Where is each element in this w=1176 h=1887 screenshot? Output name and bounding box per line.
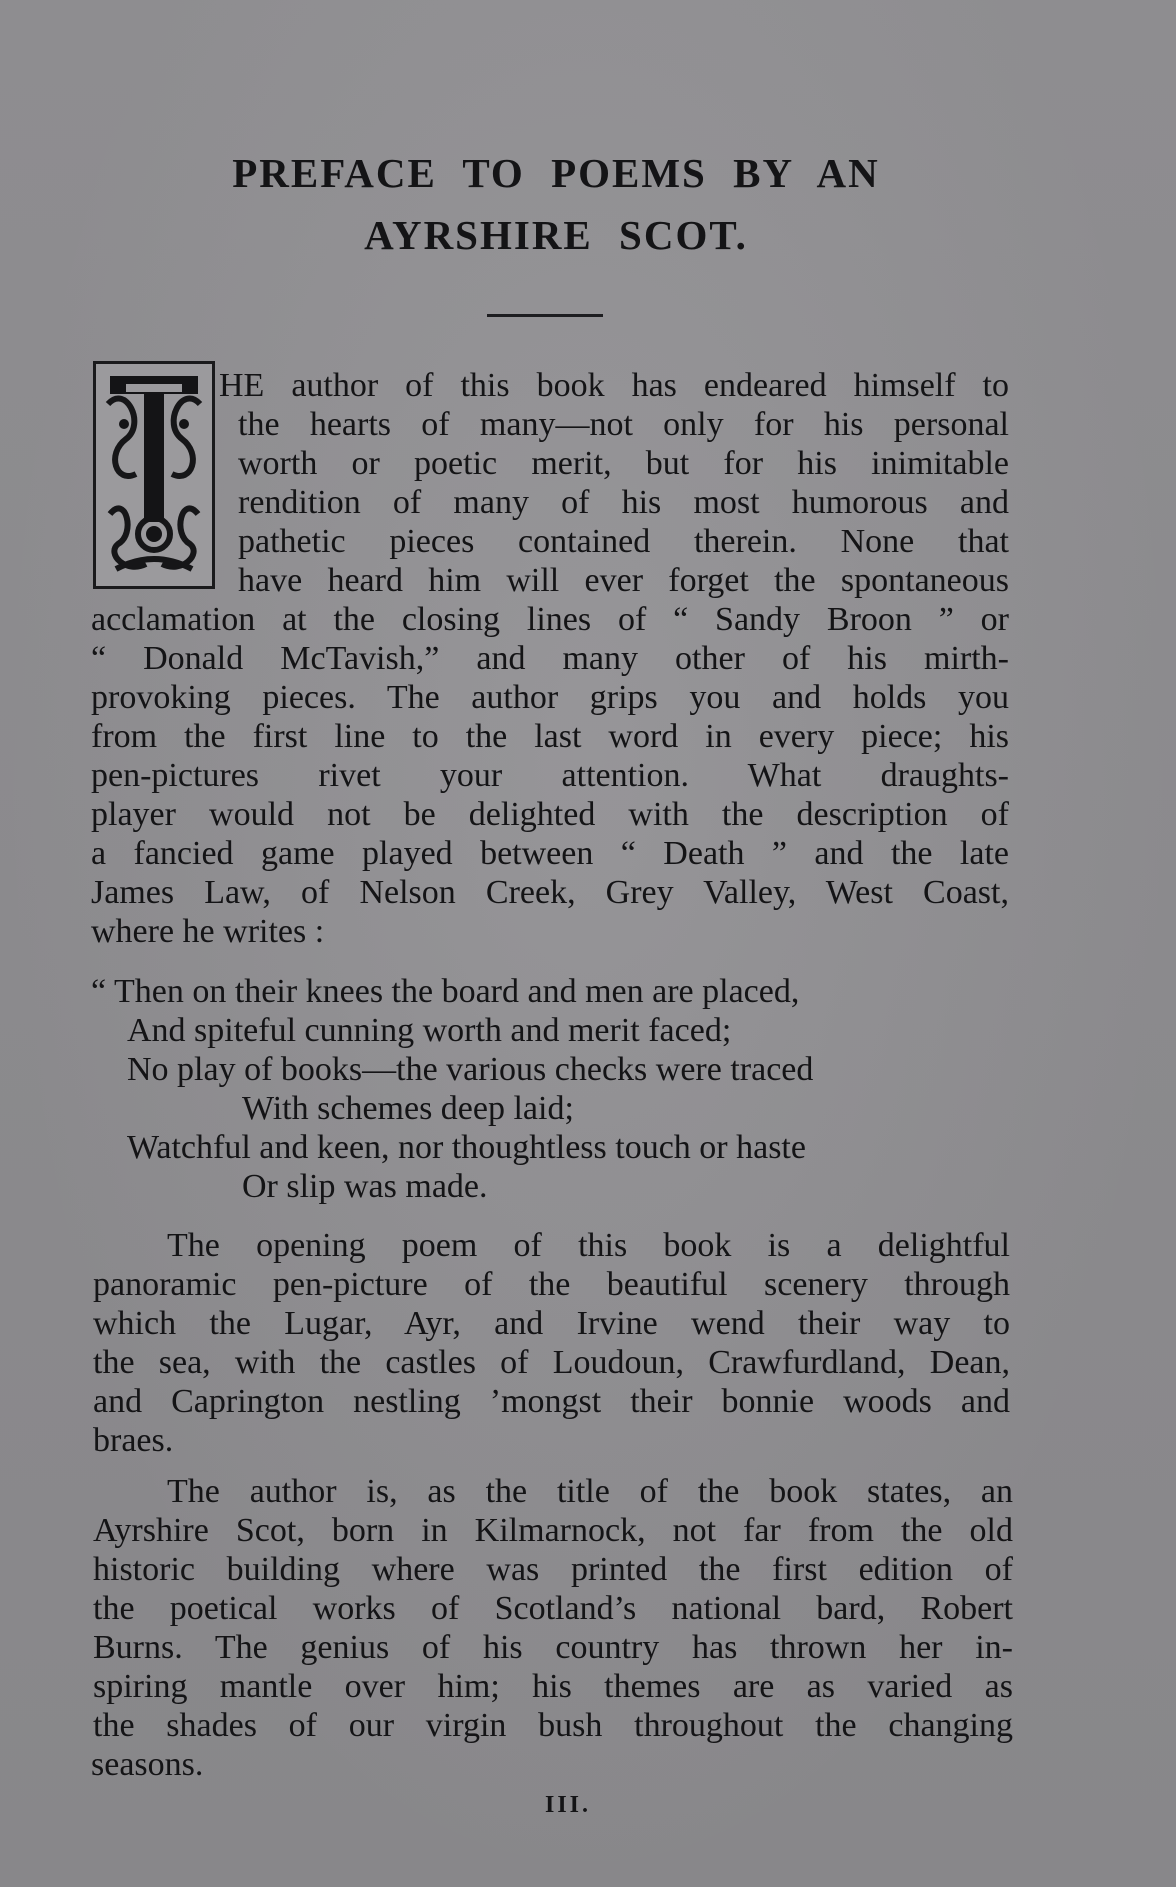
paragraph-3-line-4: the poetical works of Scotland’s national bard, Robert: [93, 1590, 1013, 1627]
paragraph-1-line-14: James Law, of Nelson Creek, Grey Valley, West Coast,: [91, 874, 1009, 911]
paragraph-3-line-7: the shades of our virgin bush throughout the changing: [93, 1707, 1013, 1744]
ornament-icon: [96, 364, 212, 586]
verse-line-1: “ Then on their knees the board and men are placed,: [91, 973, 800, 1010]
paragraph-3-line-3: historic building where was printed the first edition of: [93, 1551, 1013, 1588]
paragraph-3-line-2: Ayrshire Scot, born in Kilmarnock, not far from the old: [93, 1512, 1013, 1549]
paragraph-1-line-3: worth or poetic merit, but for his inimitable: [238, 445, 1009, 482]
ornamental-initial-t: [93, 361, 215, 589]
paragraph-1-line-9: provoking pieces. The author grips you and holds you: [91, 679, 1009, 716]
paragraph-3-line-8: seasons.: [91, 1746, 204, 1783]
paragraph-3-line-5: Burns. The genius of his country has thrown her in-: [93, 1629, 1013, 1666]
paragraph-1-line-6: have heard him will ever forget the spontaneous: [238, 562, 1009, 599]
page-title-line-2: AYRSHIRE SCOT.: [364, 212, 748, 258]
paragraph-3-line-6: spiring mantle over him; his themes are as varied as: [93, 1668, 1013, 1705]
paragraph-1-line-2: the hearts of many—not only for his personal: [238, 406, 1009, 443]
paragraph-2-line-1: The opening poem of this book is a delightful: [167, 1227, 1010, 1264]
paragraph-1-line-7: acclamation at the closing lines of “ Sandy Broon ” or: [91, 601, 1009, 638]
paragraph-1-line-4: rendition of many of his most humorous and: [238, 484, 1009, 521]
paragraph-2-line-6: braes.: [93, 1422, 174, 1459]
paragraph-2-line-4: the sea, with the castles of Loudoun, Crawfurdland, Dean,: [93, 1344, 1010, 1381]
page-title-line-1: PREFACE TO POEMS BY AN: [232, 150, 880, 196]
paragraph-1-line-15: where he writes :: [91, 913, 325, 950]
paragraph-3-line-1: The author is, as the title of the book states, an: [167, 1473, 1013, 1510]
paragraph-1-line-12: player would not be delighted with the description of: [91, 796, 1009, 833]
paragraph-1-line-8: “ Donald McTavish,” and many other of his mirth-: [91, 640, 1009, 677]
verse-line-4: With schemes deep laid;: [242, 1090, 574, 1127]
paragraph-1-line-10: from the first line to the last word in every piece; his: [91, 718, 1009, 755]
paragraph-1-line-5: pathetic pieces contained therein. None that: [238, 523, 1009, 560]
paragraph-2-line-3: which the Lugar, Ayr, and Irvine wend their way to: [93, 1305, 1010, 1342]
verse-line-6: Or slip was made.: [242, 1168, 488, 1205]
verse-line-5: Watchful and keen, nor thoughtless touch or haste: [127, 1129, 806, 1166]
paragraph-1-line-13: a fancied game played between “ Death ” and the late: [91, 835, 1009, 872]
verse-line-3: No play of books—the various checks were traced: [127, 1051, 814, 1088]
title-divider: [487, 314, 603, 317]
paragraph-1-line-11: pen-pictures rivet your attention. What draughts-: [91, 757, 1009, 794]
page-number: III.: [544, 1792, 592, 1818]
paragraph-1-line-1: HE author of this book has endeared himself to: [219, 367, 1009, 404]
paragraph-2-line-5: and Caprington nestling ’mongst their bonnie woods and: [93, 1383, 1010, 1420]
paragraph-2-line-2: panoramic pen-picture of the beautiful scenery through: [93, 1266, 1010, 1303]
verse-line-2: And spiteful cunning worth and merit faced;: [127, 1012, 732, 1049]
